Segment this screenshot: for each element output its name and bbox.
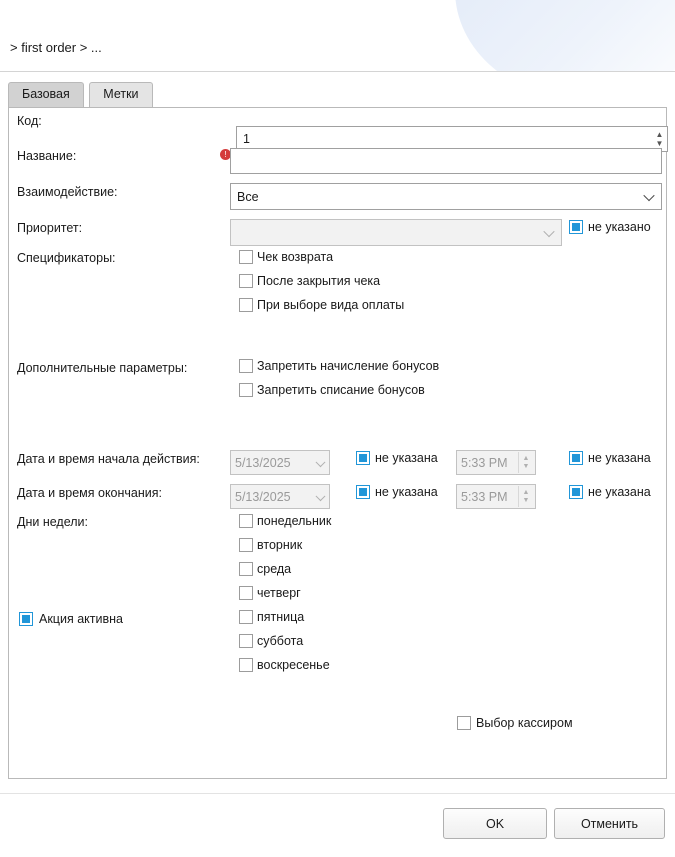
start-time-not-specified-checkbox[interactable] [569, 451, 583, 465]
weekday-row[interactable] [239, 562, 331, 576]
end-time-not-specified-label: не указана [588, 485, 651, 499]
tuesday-label: вторник [257, 538, 303, 552]
interaction-label: Взаимодействие: [17, 185, 118, 199]
start-date-not-specified-label: не указана [375, 451, 438, 465]
extra-params-label-row [17, 361, 187, 375]
tab-basic[interactable]: Базовая [8, 82, 84, 107]
weekdays-group [239, 514, 331, 672]
time-spinner[interactable] [518, 452, 533, 473]
cashier-choice-row[interactable] [457, 716, 573, 730]
calendar-chevron-down-icon[interactable] [317, 458, 324, 465]
cashier-choice-checkbox[interactable] [457, 716, 471, 730]
spinner-down-icon[interactable]: ▼ [522, 462, 530, 470]
dialog-footer [0, 793, 675, 857]
priority-select[interactable] [230, 219, 562, 246]
spinner-down-icon[interactable]: ▼ [522, 496, 530, 504]
weekday-row[interactable] [239, 610, 331, 624]
sunday-label: воскресенье [257, 658, 330, 672]
saturday-checkbox[interactable] [239, 634, 253, 648]
after-check-close-checkbox[interactable] [239, 274, 253, 288]
end-datetime-label: Дата и время окончания: [17, 486, 162, 500]
name-input[interactable] [230, 148, 662, 174]
name-label: Название: [17, 149, 77, 163]
code-label: Код: [17, 114, 42, 128]
start-date-not-specified-checkbox[interactable] [356, 451, 370, 465]
end-datetime-label-row [17, 486, 162, 500]
return-check-label: Чек возврата [257, 250, 334, 264]
start-datetime-label: Дата и время начала действия: [17, 452, 200, 466]
weekdays-label-row [17, 515, 88, 529]
priority-unset-row[interactable] [569, 220, 651, 234]
thursday-checkbox[interactable] [239, 586, 253, 600]
tuesday-checkbox[interactable] [239, 538, 253, 552]
time-spinner[interactable] [518, 486, 533, 507]
calendar-chevron-down-icon[interactable] [317, 492, 324, 499]
end-date-not-specified-checkbox[interactable] [356, 485, 370, 499]
monday-label: понедельник [257, 514, 332, 528]
interaction-select[interactable] [230, 183, 662, 210]
code-label-row [17, 114, 42, 128]
monday-checkbox[interactable] [239, 514, 253, 528]
start-date-unset-row[interactable] [356, 451, 438, 465]
end-time-row [456, 484, 536, 509]
sunday-checkbox[interactable] [239, 658, 253, 672]
saturday-label: суббота [257, 634, 304, 648]
start-time-value: 5:33 PM [461, 455, 508, 470]
form-panel [8, 107, 667, 779]
end-date-row [230, 484, 330, 509]
header-decoration [455, 0, 675, 72]
ok-button[interactable]: OK [443, 808, 547, 839]
header-divider [0, 71, 675, 72]
breadcrumb: > first order > ... [10, 40, 102, 55]
forbid-bonus-accrual-checkbox[interactable] [239, 359, 253, 373]
start-time-input[interactable] [456, 450, 536, 475]
chevron-down-icon [545, 227, 554, 236]
weekday-row[interactable] [239, 538, 331, 552]
extra-param-checkbox-row[interactable] [239, 359, 439, 373]
specifiers-group [239, 250, 404, 322]
weekdays-label: Дни недели: [17, 515, 88, 529]
spinner-up-icon[interactable]: ▲ [655, 130, 664, 139]
friday-checkbox[interactable] [239, 610, 253, 624]
extra-params-group [239, 359, 439, 407]
tab-labels[interactable]: Метки [89, 82, 152, 107]
wednesday-label: среда [257, 562, 292, 576]
interaction-label-row [17, 185, 118, 199]
window-header [0, 0, 675, 72]
end-date-input[interactable] [230, 484, 330, 509]
forbid-bonus-accrual-label: Запретить начисление бонусов [257, 359, 440, 373]
end-date-not-specified-label: не указана [375, 485, 438, 499]
interaction-field-row [230, 183, 662, 210]
promo-active-row[interactable] [19, 612, 123, 626]
after-check-close-label: После закрытия чека [257, 274, 381, 288]
start-datetime-label-row [17, 452, 200, 466]
payment-type-choice-label: При выборе вида оплаты [257, 298, 405, 312]
cashier-choice-label: Выбор кассиром [476, 716, 573, 730]
cancel-button[interactable]: Отменить [554, 808, 665, 839]
specifier-checkbox-row[interactable] [239, 274, 404, 288]
weekday-row[interactable] [239, 658, 331, 672]
return-check-checkbox[interactable] [239, 250, 253, 264]
priority-label: Приоритет: [17, 221, 83, 235]
name-error-icon: ! [220, 149, 231, 160]
priority-field-row [230, 219, 562, 246]
spinner-up-icon[interactable]: ▲ [522, 488, 530, 496]
specifier-checkbox-row[interactable] [239, 250, 404, 264]
specifiers-label-row [17, 251, 116, 265]
friday-label: пятница [257, 610, 305, 624]
weekday-row[interactable] [239, 634, 331, 648]
forbid-bonus-write-off-label: Запретить списание бонусов [257, 383, 425, 397]
name-field-row [230, 148, 662, 174]
priority-not-specified-checkbox[interactable] [569, 220, 583, 234]
wednesday-checkbox[interactable] [239, 562, 253, 576]
start-time-not-specified-label: не указана [588, 451, 651, 465]
payment-type-choice-checkbox[interactable] [239, 298, 253, 312]
end-time-value: 5:33 PM [461, 489, 508, 504]
forbid-bonus-write-off-checkbox[interactable] [239, 383, 253, 397]
start-date-input[interactable] [230, 450, 330, 475]
start-date-row [230, 450, 330, 475]
chevron-down-icon [645, 191, 654, 200]
weekday-row[interactable] [239, 586, 331, 600]
spinner-down-icon[interactable]: ▼ [655, 139, 664, 148]
promo-active-checkbox[interactable] [19, 612, 33, 626]
end-date-value: 5/13/2025 [235, 489, 291, 504]
specifier-checkbox-row[interactable] [239, 298, 404, 312]
weekday-row[interactable] [239, 514, 331, 528]
end-time-input[interactable] [456, 484, 536, 509]
priority-not-specified-label: не указано [588, 220, 651, 234]
specifiers-label: Спецификаторы: [17, 251, 116, 265]
extra-param-checkbox-row[interactable] [239, 383, 439, 397]
start-time-unset-row[interactable] [569, 451, 651, 465]
tab-bar [8, 82, 675, 107]
thursday-label: четверг [257, 586, 301, 600]
promo-active-label: Акция активна [39, 612, 123, 626]
spinner-up-icon[interactable]: ▲ [522, 454, 530, 462]
end-time-unset-row[interactable] [569, 485, 651, 499]
interaction-selected-value: Все [237, 189, 259, 204]
start-date-value: 5/13/2025 [235, 455, 291, 470]
name-label-row [17, 149, 76, 163]
end-date-unset-row[interactable] [356, 485, 438, 499]
end-time-not-specified-checkbox[interactable] [569, 485, 583, 499]
priority-label-row [17, 221, 82, 235]
start-time-row [456, 450, 536, 475]
extra-params-label: Дополнительные параметры: [17, 361, 188, 375]
